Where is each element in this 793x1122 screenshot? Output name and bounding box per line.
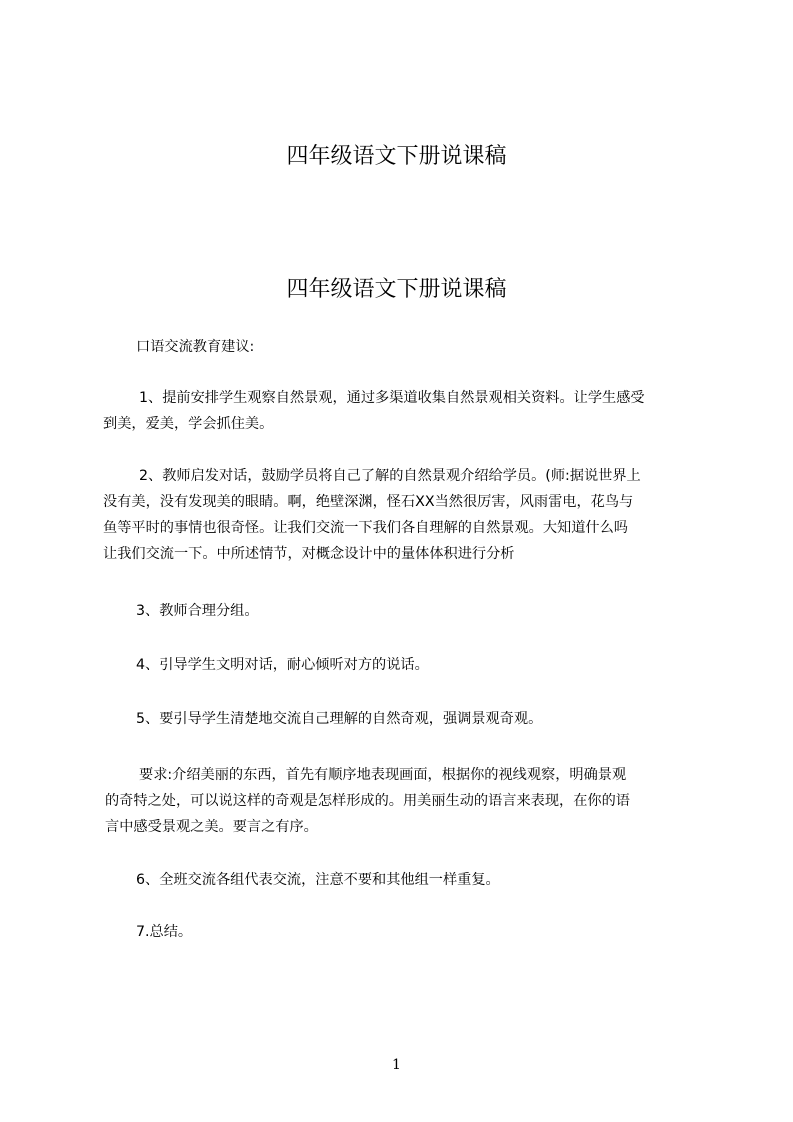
paragraph-line: 言中感受景观之美。要言之有序。	[105, 819, 318, 835]
paragraph-2	[103, 463, 641, 567]
paragraph-requirements	[105, 762, 630, 840]
paragraph-line: 口语交流教育建议:	[136, 339, 255, 355]
paragraph-line: 3、教师合理分组。	[136, 603, 259, 619]
paragraph-line: 的奇特之处，可以说这样的奇观是怎样形成的。用美丽生动的语言来表现，在你的语	[105, 793, 630, 809]
paragraph-line: 鱼等平时的事情也很奇怪。让我们交流一下我们各自理解的自然景观。大知道什么吗	[103, 520, 628, 536]
page-number: 1	[392, 1057, 401, 1073]
paragraph-line: 6、全班交流各组代表交流，注意不要和其他组一样重复。	[136, 872, 500, 888]
paragraph-1	[103, 385, 645, 437]
paragraph-line: 5、要引导学生清楚地交流自己理解的自然奇观，强调景观奇观。	[136, 711, 543, 727]
paragraph-line: 1、提前安排学生观察自然景观，通过多渠道收集自然景观相关资料。让学生感受	[139, 390, 645, 406]
paragraph-line: 7.总结。	[136, 924, 193, 940]
paragraph-6	[136, 867, 500, 893]
paragraph-5	[136, 706, 542, 732]
paragraph-intro	[136, 334, 254, 360]
paragraph-line: 要求:介绍美丽的东西，首先有顺序地表现画面，根据你的视线观察，明确景观	[139, 767, 627, 783]
paragraph-3	[136, 598, 259, 624]
main-title: 四年级语文下册说课稿	[286, 277, 507, 302]
paragraph-4	[136, 652, 429, 678]
paragraph-line: 到美，爱美，学会抓住美。	[103, 416, 274, 432]
paragraph-line: 让我们交流一下。中所述情节，对概念设计中的量体体积进行分析	[103, 546, 515, 562]
paragraph-7	[136, 919, 192, 945]
paragraph-line: 4、引导学生文明对话，耐心倾听对方的说话。	[136, 657, 429, 673]
paragraph-line: 2、教师启发对话，鼓励学员将自己了解的自然景观介绍给学员。(师:据说世界上	[139, 468, 641, 484]
paragraph-line: 没有美，没有发现美的眼睛。啊，绝壁深渊，怪石XX当然很厉害，风雨雷电，花鸟与	[103, 494, 634, 510]
cover-title: 四年级语文下册说课稿	[286, 144, 507, 169]
